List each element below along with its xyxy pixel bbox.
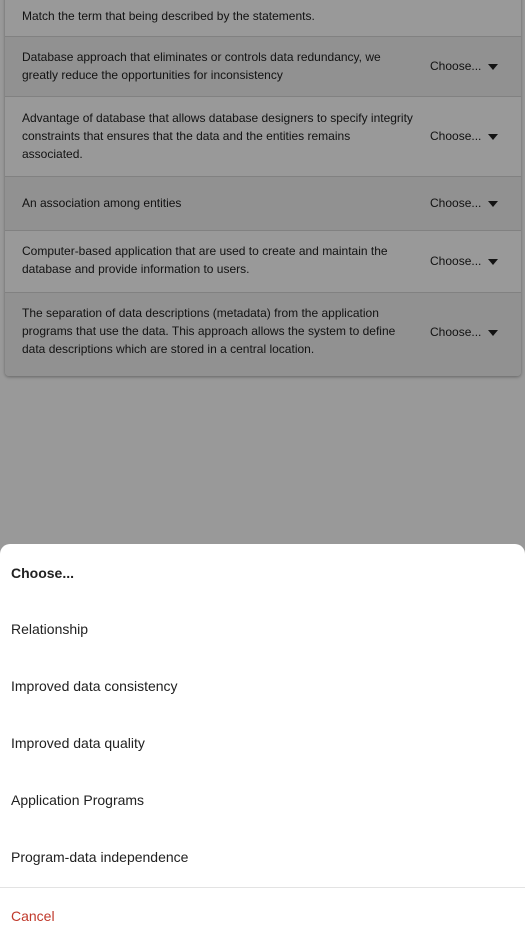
answer-select-value: Choose... — [430, 196, 482, 210]
cancel-button[interactable]: Cancel — [11, 908, 55, 924]
match-statement: The separation of data descriptions (metadata) from the application programs that use the data. This approach allows the system to define data descriptions which are stored in a central location. — [22, 306, 396, 356]
match-statement: Database approach that eliminates or controls data redundancy, we greatly reduce the opportunities for inconsistency — [22, 50, 381, 82]
picker-option[interactable]: Application Programs — [11, 792, 145, 808]
answer-select-value: Choose... — [430, 129, 482, 143]
picker-option[interactable]: Relationship — [11, 621, 89, 637]
match-statement: Advantage of database that allows database designers to specify integrity constraints that ensures that the data and the entities remains associated. — [22, 111, 413, 161]
choice-picker-sheet — [0, 544, 525, 928]
picker-option[interactable]: Improved data consistency — [11, 678, 178, 694]
match-statement: Computer-based application that are used to create and maintain the database and provide information to users. — [22, 244, 388, 276]
match-statement: An association among entities — [22, 196, 182, 210]
question-instructions: Match the term that being described by the statements. — [22, 9, 315, 23]
picker-option[interactable]: Improved data quality — [11, 735, 145, 751]
answer-select-value: Choose... — [430, 59, 482, 73]
picker-title: Choose... — [11, 565, 75, 581]
answer-select-value: Choose... — [430, 325, 482, 339]
picker-option[interactable]: Program-data independence — [11, 849, 189, 865]
answer-select-value: Choose... — [430, 254, 482, 268]
